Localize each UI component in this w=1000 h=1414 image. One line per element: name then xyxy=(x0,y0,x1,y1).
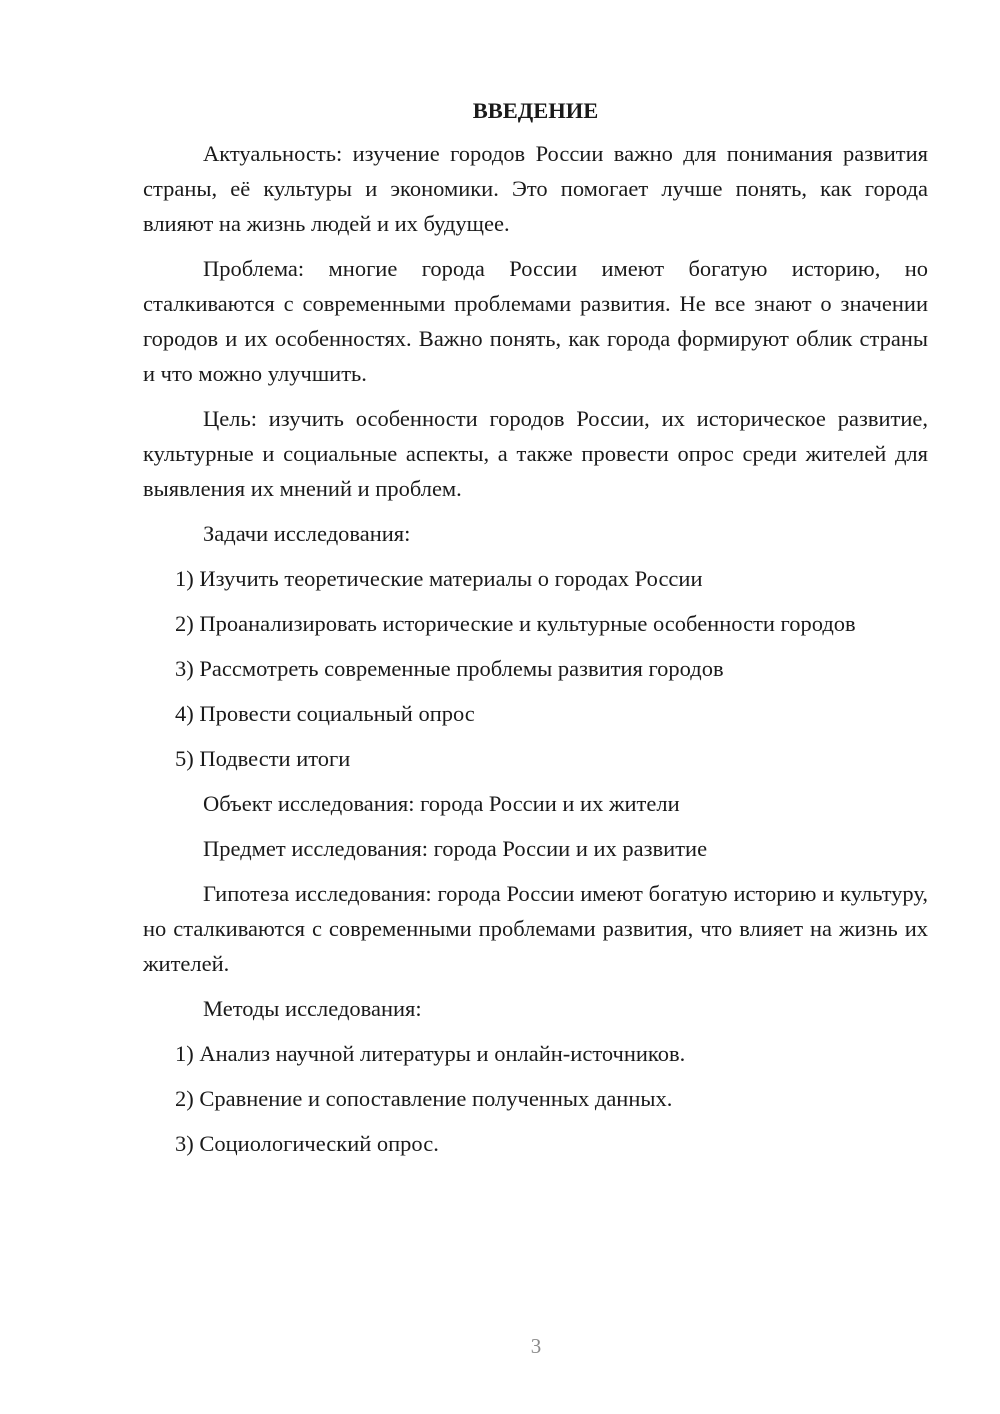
method-item-2: 2) Сравнение и сопоставление полученных данных. xyxy=(175,1086,673,1111)
hypothesis-paragraph: Гипотеза исследования: города России имеют богатую историю и культуру, но сталкиваются с современными проблемами развития, что влияет на жизнь их жителей. xyxy=(143,881,928,976)
task-item-5: 5) Подвести итоги xyxy=(175,746,351,771)
object-paragraph: Объект исследования: города России и их жители xyxy=(203,791,680,816)
page-number: 3 xyxy=(530,1334,542,1358)
method-item-1: 1) Анализ научной литературы и онлайн-источников. xyxy=(175,1041,686,1066)
methods-heading: Методы исследования: xyxy=(203,996,422,1021)
task-item-4: 4) Провести социальный опрос xyxy=(175,701,475,726)
task-item-1: 1) Изучить теоретические материалы о городах России xyxy=(175,566,703,591)
section-title: ВВЕДЕНИЕ xyxy=(472,98,599,123)
task-item-3: 3) Рассмотреть современные проблемы развития городов xyxy=(175,656,724,681)
method-item-3: 3) Социологический опрос. xyxy=(175,1131,439,1156)
problem-paragraph: Проблема: многие города России имеют богатую историю, но сталкиваются с современными проблемами развития. Не все знают о значении городов и их особенностях. Важно понять, как города формируют облик страны и что можно улучшить. xyxy=(143,256,928,386)
page-body xyxy=(143,96,928,1171)
subject-paragraph: Предмет исследования: города России и их развитие xyxy=(203,836,708,861)
goal-paragraph: Цель: изучить особенности городов России, их историческое развитие, культурные и социальные аспекты, а также провести опрос среди жителей для выявления их мнений и проблем. xyxy=(143,406,928,501)
task-item-2: 2) Проанализировать исторические и культурные особенности городов xyxy=(175,611,856,636)
tasks-heading: Задачи исследования: xyxy=(203,521,411,546)
relevance-paragraph: Актуальность: изучение городов России важно для понимания развития страны, её культуры и экономики. Это помогает лучше понять, как города влияют на жизнь людей и их будущее. xyxy=(143,141,928,236)
